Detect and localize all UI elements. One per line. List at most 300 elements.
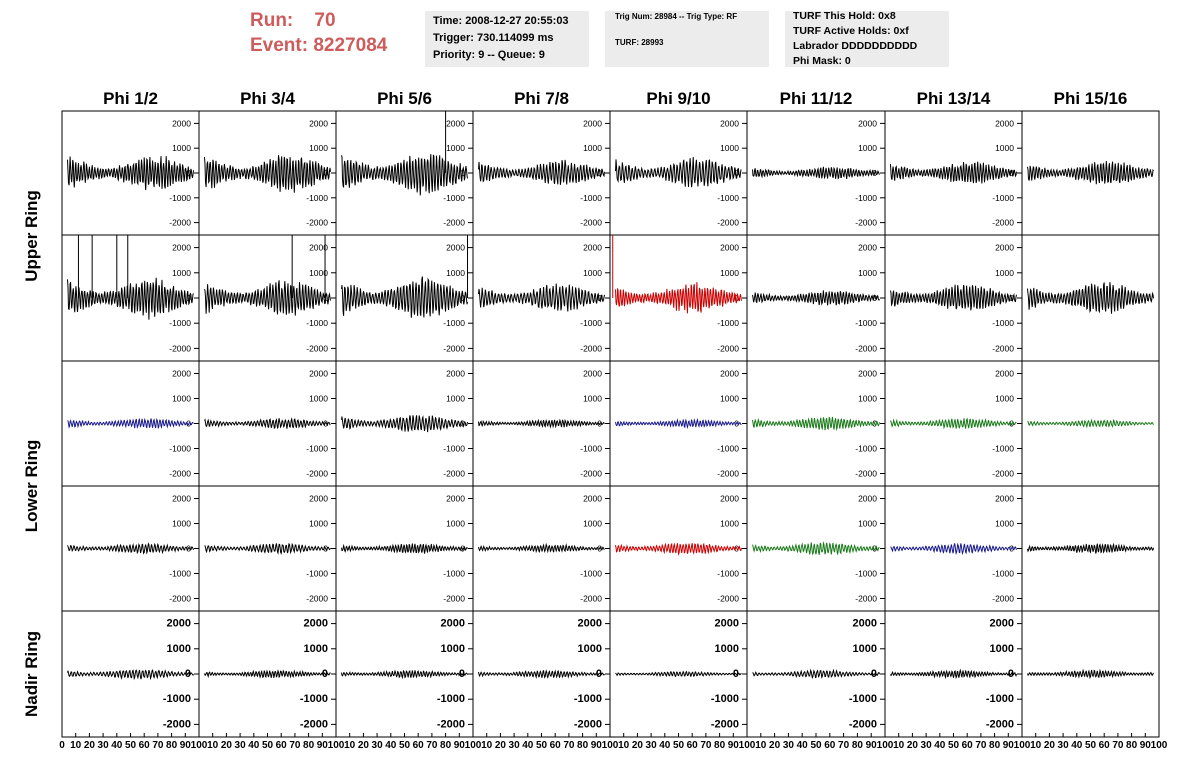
y-tick-label: 2000 [309,242,328,253]
waveform-trace-r1-c1 [68,156,194,190]
x-tick-label: 50 [124,740,137,751]
waveform-trace-r4-c2 [205,543,331,553]
y-tick-label: -1000 [992,443,1014,454]
y-tick-label: 1000 [989,642,1014,655]
column-header-4: Phi 7/8 [514,89,569,108]
y-tick-label: 1000 [995,267,1014,278]
x-tick-label: 100 [601,740,619,751]
y-tick-label: 1000 [858,143,877,154]
x-tick-label: 40 [796,740,808,751]
x-tick-label: 90 [727,740,739,751]
y-tick-label: 1000 [309,143,328,154]
labrador-text: Labrador DDDDDDDDDD [793,40,918,52]
y-tick-label: -2000 [992,217,1014,228]
x-tick-label: 80 [1126,740,1138,751]
y-tick-label: 1000 [714,642,739,655]
x-tick-label: 60 [412,740,424,751]
y-tick-label: 0 [597,418,602,429]
y-tick-label: 2000 [309,118,328,129]
y-tick-label: -2000 [299,718,328,731]
event-value: 8227084 [313,35,388,56]
y-tick-label: -1000 [710,693,739,706]
y-tick-label: 2000 [995,493,1014,504]
y-tick-label: 0 [1009,543,1014,554]
y-tick-label: -1000 [169,443,191,454]
y-tick-label: -1000 [443,568,465,579]
y-tick-label: 1000 [303,642,328,655]
x-tick-label: 50 [810,740,822,751]
y-tick-label: 2000 [583,242,602,253]
waveform-trace-r2-c7 [891,285,1017,311]
x-tick-label: 20 [220,740,232,751]
y-tick-label: -2000 [717,343,739,354]
y-tick-label: 2000 [446,493,465,504]
y-tick-label: -1000 [580,568,602,579]
y-tick-label: 2000 [720,118,739,129]
waveform-trace-r1-c6 [753,167,880,179]
x-tick-label: 50 [947,740,960,751]
y-tick-label: 1000 [309,267,328,278]
y-tick-label: -2000 [169,468,191,479]
y-tick-label: -2000 [169,593,191,604]
column-header-8: Phi 15/16 [1053,89,1128,108]
y-tick-label: -2000 [580,217,602,228]
x-tick-label: 10 [755,740,767,751]
x-tick-label: 40 [385,740,397,751]
y-tick-label: 1000 [446,143,465,154]
x-tick-label: 70 [975,740,987,751]
y-tick-label: 0 [323,543,328,554]
y-tick-label: 2000 [577,617,602,630]
y-tick-label: -1000 [855,318,877,329]
waveform-trace-r1-c7 [891,162,1017,184]
waveform-trace-r4-c7 [891,543,1017,553]
y-tick-label: -1000 [992,568,1014,579]
waveform-trace-r5-c6 [753,670,880,677]
y-tick-label: 1000 [172,143,191,154]
x-tick-label: 30 [920,740,932,751]
y-tick-label: 1000 [583,143,602,154]
y-tick-label: 0 [1007,668,1014,680]
waveform-trace-r4-c4 [479,545,605,553]
x-tick-label: 90 [316,740,328,751]
y-tick-label: -2000 [855,593,877,604]
y-tick-label: 0 [323,418,328,429]
column-header-7: Phi 13/14 [916,89,991,108]
waveform-trace-r2-c8 [1028,282,1154,314]
waveform-trace-r4-c1 [68,544,194,554]
x-tick-label: 60 [1098,740,1110,751]
x-tick-label: 90 [1139,740,1151,751]
column-header-3: Phi 5/6 [377,89,432,108]
x-tick-label: 70 [1112,740,1124,751]
y-tick-label: -1000 [443,318,465,329]
y-tick-label: 0 [872,293,877,303]
x-tick-label: 30 [234,740,246,751]
trig-num-text: Trig Num: 28984 -- Trig Type: RF [615,12,738,21]
y-tick-label: -2000 [717,217,739,228]
y-tick-label: -1000 [580,318,602,329]
y-tick-label: 1000 [995,518,1014,529]
y-tick-label: 1000 [166,642,191,655]
y-tick-label: 1000 [577,642,602,655]
y-tick-label: 2000 [720,242,739,253]
y-tick-label: -2000 [580,468,602,479]
y-tick-label: -1000 [717,443,739,454]
y-tick-label: -2000 [306,468,328,479]
y-tick-label: -1000 [306,568,328,579]
x-tick-label: 20 [1043,740,1055,751]
y-tick-label: 1000 [858,267,877,278]
y-tick-label: 2000 [989,617,1014,630]
x-tick-label: 100 [1150,740,1168,751]
x-tick-label: 70 [700,740,712,751]
x-tick-label: 50 [1084,740,1097,751]
x-tick-label: 50 [398,740,411,751]
y-tick-label: -1000 [443,443,465,454]
y-tick-label: -2000 [717,468,739,479]
x-tick-label: 90 [865,740,877,751]
x-tick-label: 10 [1030,740,1042,751]
x-tick-label: 20 [494,740,506,751]
x-tick-label: 20 [906,740,918,751]
x-tick-label: 10 [207,740,219,751]
y-tick-label: 1000 [172,267,191,278]
y-tick-label: 0 [597,543,602,554]
ring-label-3: Nadir Ring [22,631,41,717]
y-tick-label: 0 [460,168,465,178]
waveform-trace-r2-c1 [68,278,194,320]
x-tick-label: 90 [179,740,191,751]
y-tick-label: 1000 [446,393,465,404]
x-tick-label: 50 [672,740,685,751]
x-tick-label: 80 [440,740,452,751]
turf-hold-text: TURF This Hold: 0x8 [793,10,896,22]
x-tick-label: 60 [961,740,973,751]
y-tick-label: -1000 [992,192,1014,203]
x-tick-label: 40 [1071,740,1083,751]
y-tick-label: -2000 [992,468,1014,479]
y-tick-label: -2000 [306,593,328,604]
y-tick-label: -2000 [169,343,191,354]
y-tick-label: 0 [323,168,328,178]
y-tick-label: 1000 [446,267,465,278]
waveform-trace-r3-c1 [68,419,194,429]
y-tick-label: 1000 [172,518,191,529]
column-header-5: Phi 9/10 [646,89,711,108]
y-tick-label: 2000 [852,617,877,630]
waveform-trace-r5-c4 [479,671,605,678]
x-tick-label: 30 [645,740,657,751]
y-tick-label: 1000 [858,518,877,529]
y-tick-label: 1000 [309,518,328,529]
run-value: 70 [314,10,336,31]
x-tick-label: 30 [782,740,794,751]
x-tick-label: 80 [577,740,589,751]
y-tick-label: -2000 [985,718,1014,731]
y-tick-label: -2000 [573,718,602,731]
y-tick-label: 0 [460,293,465,303]
priority-text: Priority: 9 -- Queue: 9 [433,49,545,61]
y-tick-label: 1000 [995,143,1014,154]
x-tick-label: 80 [166,740,178,751]
y-tick-label: 2000 [995,368,1014,379]
y-tick-label: -1000 [580,192,602,203]
x-tick-label: 20 [357,740,369,751]
waveform-trace-r2-c4 [479,284,605,312]
y-tick-label: 0 [872,543,877,554]
y-tick-label: 0 [186,293,191,303]
waveform-trace-r3-c4 [479,420,605,428]
y-tick-label: 0 [1009,168,1014,178]
y-tick-label: 1000 [583,518,602,529]
y-tick-label: -1000 [717,192,739,203]
x-tick-label: 50 [261,740,274,751]
y-tick-label: -2000 [306,217,328,228]
turf-text: TURF: 28993 [615,38,664,47]
x-tick-label: 10 [481,740,493,751]
y-tick-label: -2000 [848,718,877,731]
y-tick-label: 0 [1009,293,1014,303]
y-tick-label: 1000 [720,393,739,404]
waveform-trace-r1-c3 [342,154,468,195]
x-tick-label: 80 [714,740,726,751]
x-tick-label: 10 [70,740,82,751]
waveform-trace-r3-c6 [753,417,880,430]
run-label: Run: [250,10,294,31]
y-tick-label: -1000 [169,318,191,329]
x-tick-label: 20 [83,740,95,751]
y-tick-label: -1000 [848,693,877,706]
y-tick-label: 2000 [309,368,328,379]
y-tick-label: 2000 [858,118,877,129]
waveform-trace-r2-c2 [205,280,331,315]
waveform-trace-r1-c8 [1028,161,1154,184]
x-tick-label: 20 [769,740,781,751]
column-header-1: Phi 1/2 [103,89,158,108]
x-tick-label: 10 [344,740,356,751]
y-tick-label: 2000 [714,617,739,630]
waveform-trace-r1-c2 [205,155,331,193]
x-tick-label: 20 [631,740,643,751]
y-tick-label: 0 [732,668,739,680]
y-tick-label: 1000 [583,267,602,278]
y-tick-label: 2000 [166,617,191,630]
y-tick-label: -1000 [573,693,602,706]
x-tick-label: 10 [893,740,905,751]
column-header-6: Phi 11/12 [779,89,853,108]
y-tick-label: -2000 [443,593,465,604]
y-tick-label: 0 [1009,418,1014,429]
x-tick-label: 30 [1057,740,1069,751]
x-tick-label: 60 [275,740,287,751]
y-tick-label: 1000 [583,393,602,404]
y-tick-label: -1000 [580,443,602,454]
y-tick-label: 0 [595,668,602,680]
waveform-trace-r5-c5 [616,672,742,677]
y-tick-label: -2000 [443,468,465,479]
waveform-trace-r3-c7 [891,418,1017,428]
y-tick-label: -2000 [717,593,739,604]
y-tick-label: 2000 [583,493,602,504]
x-tick-label: 30 [371,740,383,751]
waveform-trace-r5-c1 [68,670,194,679]
y-tick-label: 2000 [720,368,739,379]
x-tick-label: 100 [1013,740,1031,751]
y-tick-label: -1000 [855,443,877,454]
x-tick-label: 40 [111,740,123,751]
y-tick-label: 0 [872,418,877,429]
y-tick-label: 0 [186,418,191,429]
y-tick-label: 2000 [858,242,877,253]
ring-label-1: Upper Ring [22,190,41,282]
y-tick-label: 2000 [720,493,739,504]
x-tick-label: 100 [464,740,482,751]
y-tick-label: 2000 [583,118,602,129]
y-tick-label: 1000 [720,267,739,278]
x-tick-label: 40 [248,740,260,751]
y-tick-label: 2000 [446,242,465,253]
y-tick-label: 0 [734,418,739,429]
x-tick-label: 70 [289,740,301,751]
y-tick-label: 0 [870,668,877,680]
y-tick-label: 2000 [172,118,191,129]
x-tick-label: 30 [97,740,109,751]
waveform-trace-r3-c5 [616,420,742,428]
y-tick-label: -2000 [443,217,465,228]
event-label: Event: [250,35,309,56]
y-tick-label: 0 [597,293,602,303]
waveform-trace-r3-c8 [1028,420,1154,427]
y-tick-label: -2000 [855,217,877,228]
y-tick-label: 2000 [172,493,191,504]
waveform-trace-r5-c2 [205,671,331,678]
x-tick-label: 60 [138,740,150,751]
y-tick-label: -1000 [306,318,328,329]
waveform-trace-r5-c7 [891,670,1017,677]
y-tick-label: 0 [872,168,877,178]
x-tick-label: 90 [590,740,602,751]
waveform-trace-r3-c2 [205,418,331,429]
y-tick-label: 2000 [303,617,328,630]
x-tick-label: 30 [508,740,520,751]
waveform-trace-r2-c6 [753,290,880,305]
x-tick-label: 80 [303,740,315,751]
y-tick-label: -1000 [299,693,328,706]
y-tick-label: 1000 [172,393,191,404]
y-tick-label: -2000 [855,343,877,354]
y-tick-label: 1000 [995,393,1014,404]
y-tick-label: 0 [323,293,328,303]
y-tick-label: -2000 [710,718,739,731]
y-tick-label: 0 [597,168,602,178]
x-tick-label: 70 [426,740,438,751]
x-tick-label: 90 [453,740,465,751]
waveform-trace-r4-c5 [616,543,742,554]
y-tick-label: -1000 [306,192,328,203]
y-tick-label: 1000 [720,518,739,529]
x-tick-label: 60 [686,740,698,751]
y-tick-label: 0 [460,543,465,554]
y-tick-label: 2000 [858,368,877,379]
x-tick-label: 80 [851,740,863,751]
waveform-trace-r1-c4 [479,160,605,185]
y-tick-label: 0 [186,168,191,178]
y-tick-label: -1000 [169,568,191,579]
x-tick-label: 60 [549,740,561,751]
y-tick-label: -1000 [855,192,877,203]
x-tick-label: 40 [934,740,946,751]
y-tick-label: -1000 [162,693,191,706]
y-tick-label: -2000 [992,343,1014,354]
y-tick-label: 2000 [995,118,1014,129]
y-tick-label: 0 [734,543,739,554]
x-tick-label: 100 [327,740,345,751]
x-tick-label: 100 [190,740,208,751]
y-tick-label: 1000 [446,518,465,529]
y-tick-label: 1000 [720,143,739,154]
y-tick-label: -2000 [443,343,465,354]
y-tick-label: -2000 [306,343,328,354]
waveform-trace-r2-c5 [616,282,742,313]
x-tick-label: 40 [522,740,534,751]
waveform-trace-r3-c3 [342,415,468,432]
y-tick-label: 1000 [309,393,328,404]
y-tick-label: -1000 [717,318,739,329]
y-tick-label: 2000 [172,368,191,379]
y-tick-label: 0 [734,293,739,303]
y-tick-label: 0 [321,668,328,680]
column-header-2: Phi 3/4 [240,89,295,108]
y-tick-label: -1000 [443,192,465,203]
y-tick-label: -1000 [436,693,465,706]
x-tick-label: 70 [563,740,575,751]
y-tick-label: 2000 [309,493,328,504]
y-tick-label: -2000 [436,718,465,731]
y-tick-label: 2000 [995,242,1014,253]
phi-mask-text: Phi Mask: 0 [793,55,851,67]
waveform-trace-r4-c6 [753,542,880,554]
x-tick-label: 70 [152,740,164,751]
y-tick-label: 1000 [858,393,877,404]
waveform-trace-r5-c8 [1028,670,1154,678]
y-tick-label: 2000 [172,242,191,253]
y-tick-label: 1000 [852,642,877,655]
time-text: Time: 2008-12-27 20:55:03 [433,15,569,27]
y-tick-label: 0 [460,418,465,429]
x-tick-label: 50 [535,740,548,751]
y-tick-label: -1000 [985,693,1014,706]
y-tick-label: -2000 [162,718,191,731]
y-tick-label: 2000 [446,118,465,129]
x-tick-label: 0 [59,740,65,751]
y-tick-label: 0 [458,668,465,680]
waveform-trace-r4-c3 [342,544,468,554]
turf-active-text: TURF Active Holds: 0xf [793,25,909,37]
waveform-trace-r1-c5 [616,157,742,187]
y-tick-label: -1000 [855,568,877,579]
y-tick-label: -2000 [992,593,1014,604]
y-tick-label: 2000 [440,617,465,630]
x-tick-label: 90 [1002,740,1014,751]
waveform-trace-r4-c8 [1028,544,1154,554]
x-tick-label: 40 [659,740,671,751]
y-tick-label: 2000 [583,368,602,379]
x-tick-label: 100 [876,740,894,751]
y-tick-label: -1000 [717,568,739,579]
x-tick-label: 80 [989,740,1001,751]
waveform-trace-r5-c3 [342,670,468,677]
